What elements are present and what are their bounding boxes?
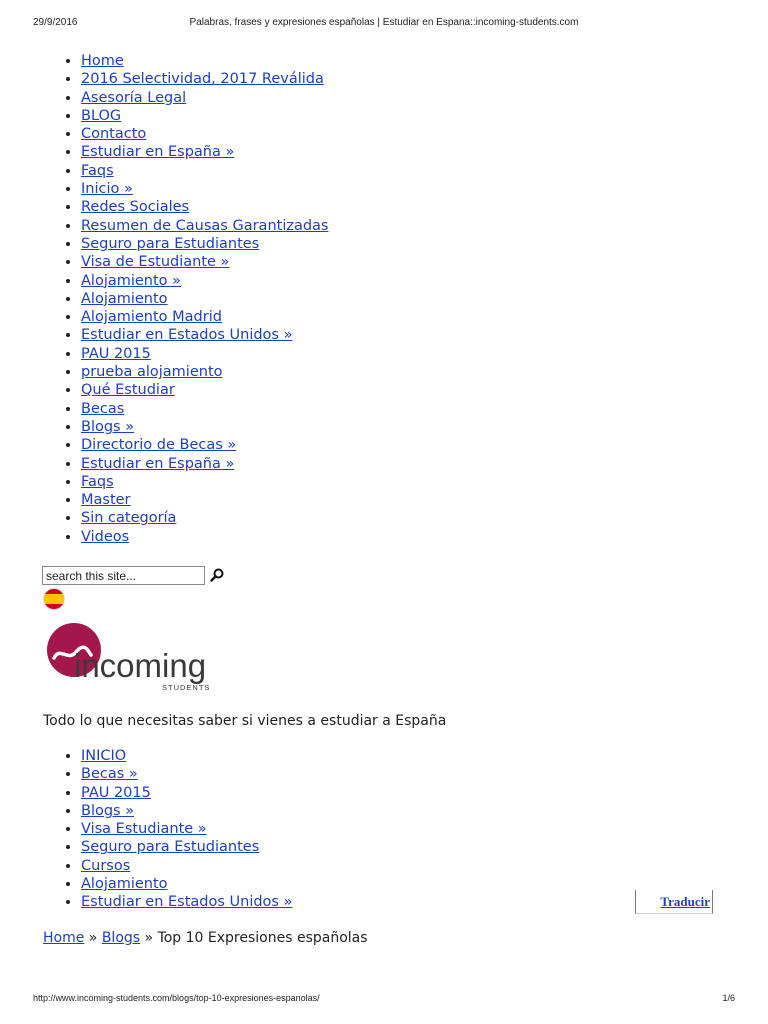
- search-icon: [208, 567, 226, 585]
- menu-item: [81, 345, 328, 363]
- menu-item: [81, 235, 328, 253]
- menu-link[interactable]: Asesoría Legal: [81, 89, 187, 106]
- logo-subtext: STUDENTS: [162, 683, 211, 692]
- menu-link[interactable]: BLOG: [81, 107, 122, 124]
- menu-link[interactable]: Contacto: [81, 126, 147, 143]
- translate-link[interactable]: Traducir: [660, 894, 710, 909]
- breadcrumb-separator: »: [88, 930, 98, 946]
- menu-item: [81, 436, 328, 454]
- menu-link[interactable]: Faqs: [81, 162, 114, 179]
- spain-flag-icon[interactable]: [43, 588, 65, 610]
- main-navigation-menu: [43, 747, 292, 912]
- menu-item: [81, 363, 328, 381]
- menu-item: [81, 875, 292, 893]
- menu-link[interactable]: PAU 2015: [81, 784, 151, 801]
- menu-item: [81, 107, 328, 125]
- translate-widget: [635, 890, 713, 914]
- menu-link[interactable]: Blogs »: [81, 802, 135, 819]
- breadcrumb: [43, 930, 368, 946]
- menu-link[interactable]: Alojamiento Madrid: [81, 309, 222, 326]
- menu-link[interactable]: Visa de Estudiante »: [81, 254, 230, 271]
- menu-item: [81, 198, 328, 216]
- menu-item: [81, 381, 328, 399]
- menu-link[interactable]: prueba alojamiento: [81, 364, 223, 381]
- menu-item: [81, 528, 328, 546]
- menu-item: [81, 326, 328, 344]
- menu-item: [81, 290, 328, 308]
- menu-item: [81, 308, 328, 326]
- menu-link[interactable]: Faqs: [81, 473, 114, 490]
- menu-link[interactable]: Seguro para Estudiantes: [81, 235, 260, 252]
- menu-item: [81, 455, 328, 473]
- menu-link[interactable]: Estudiar en Estados Unidos »: [81, 894, 293, 911]
- print-date: 29/9/2016: [33, 17, 78, 28]
- menu-link[interactable]: Alojamiento: [81, 876, 168, 893]
- menu-item: [81, 180, 328, 198]
- menu-item: [81, 125, 328, 143]
- menu-item: [81, 473, 328, 491]
- print-url: http://www.incoming-students.com/blogs/top-10-expresiones-espanolas/: [33, 993, 320, 1003]
- menu-item: [81, 509, 328, 527]
- menu-item: [81, 143, 328, 161]
- menu-item: [81, 802, 292, 820]
- menu-link[interactable]: Alojamiento »: [81, 272, 182, 289]
- menu-item: [81, 52, 328, 70]
- menu-item: [81, 747, 292, 765]
- menu-link[interactable]: Alojamiento: [81, 290, 168, 307]
- menu-item: [81, 893, 292, 911]
- menu-item: [81, 838, 292, 856]
- menu-item: [81, 857, 292, 875]
- search-form: [42, 566, 226, 585]
- menu-link[interactable]: Blogs »: [81, 418, 135, 435]
- menu-item: [81, 418, 328, 436]
- menu-link[interactable]: Estudiar en Estados Unidos »: [81, 327, 293, 344]
- menu-link[interactable]: Sin categoría: [81, 510, 177, 527]
- menu-item: [81, 400, 328, 418]
- search-button[interactable]: [208, 567, 226, 585]
- menu-link[interactable]: Resumen de Causas Garantizadas: [81, 217, 329, 234]
- menu-item: [81, 217, 328, 235]
- menu-item: [81, 70, 328, 88]
- menu-link[interactable]: Becas »: [81, 766, 138, 783]
- menu-link[interactable]: Videos: [81, 528, 130, 545]
- menu-item: [81, 89, 328, 107]
- breadcrumb-home-link[interactable]: Home: [43, 930, 85, 946]
- top-navigation-menu: [43, 52, 328, 546]
- menu-link[interactable]: Qué Estudiar: [81, 382, 175, 399]
- print-page-number: 1/6: [722, 993, 735, 1003]
- menu-link[interactable]: Redes Sociales: [81, 199, 190, 216]
- print-page-title: Palabras, frases y expresiones españolas | Estudiar en Espana::incoming-students.com: [189, 17, 579, 28]
- menu-link[interactable]: Estudiar en España »: [81, 455, 235, 472]
- menu-link[interactable]: 2016 Selectividad, 2017 Reválida: [81, 71, 324, 88]
- menu-item: [81, 253, 328, 271]
- breadcrumb-blogs-link[interactable]: Blogs: [101, 930, 141, 946]
- menu-link[interactable]: Becas: [81, 400, 125, 417]
- menu-link[interactable]: Inicio »: [81, 181, 133, 198]
- logo-wordmark: incoming: [74, 647, 207, 684]
- menu-item: [81, 272, 328, 290]
- breadcrumb-separator: »: [144, 930, 154, 946]
- print-header: [0, 17, 768, 31]
- print-footer: [0, 993, 768, 1007]
- menu-link[interactable]: PAU 2015: [81, 345, 151, 362]
- menu-link[interactable]: INICIO: [81, 748, 127, 764]
- menu-link[interactable]: Visa Estudiante »: [81, 821, 207, 838]
- site-tagline: Todo lo que necesitas saber si vienes a estudiar a España: [43, 713, 447, 729]
- menu-link[interactable]: Master: [81, 492, 131, 509]
- menu-link[interactable]: Cursos: [81, 857, 131, 874]
- menu-item: [81, 784, 292, 802]
- menu-link[interactable]: Seguro para Estudiantes: [81, 839, 260, 856]
- search-input[interactable]: [42, 566, 205, 585]
- menu-item: [81, 162, 328, 180]
- menu-link[interactable]: Estudiar en España »: [81, 144, 235, 161]
- incoming-students-logo[interactable]: [44, 622, 214, 692]
- breadcrumb-current: Top 10 Expresiones españolas: [157, 930, 368, 946]
- menu-item: [81, 765, 292, 783]
- menu-link[interactable]: Directorio de Becas »: [81, 437, 237, 454]
- menu-item: [81, 491, 328, 509]
- menu-link[interactable]: Home: [81, 53, 124, 69]
- menu-item: [81, 820, 292, 838]
